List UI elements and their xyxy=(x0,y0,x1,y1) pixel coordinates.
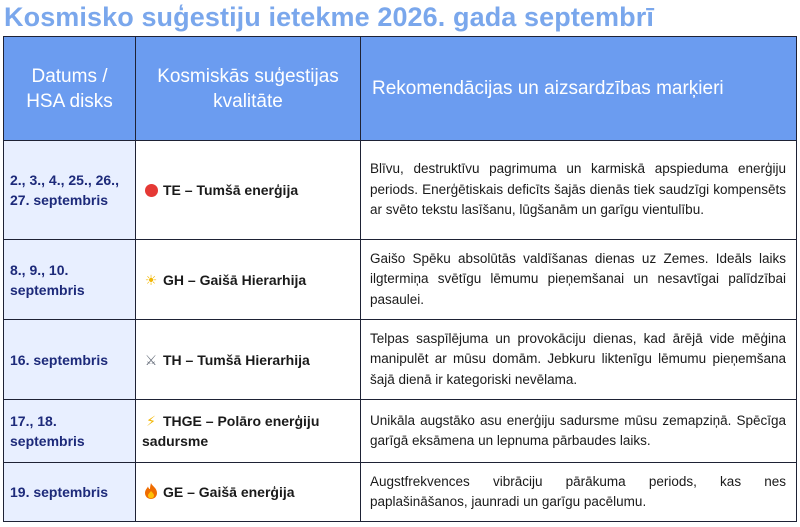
table-row xyxy=(4,141,797,240)
header-recommendations: Rekomendācijas un aizsardzības marķieri xyxy=(361,37,797,141)
quality-label: TH – Tumšā Hierarhija xyxy=(163,351,310,368)
recommendation-cell: Unikāla augstāko asu enerģiju sadursme mūsu zemapziņā. Spēcīga garīgā eksāmena un lepnuma pārbaudes laiks. xyxy=(361,400,797,463)
quality-cell xyxy=(136,141,361,240)
recommendation-cell: Augstfrekvences vibrāciju pārākuma periods, kas nes paplašināšanos, jaunradi un garīgu pacēlumu. xyxy=(361,463,797,522)
header-date: Datums / HSA disks xyxy=(4,37,136,141)
table-row xyxy=(4,400,797,463)
table-row xyxy=(4,463,797,522)
page-title: Kosmisko suģestiju ietekme 2026. gada septembrī xyxy=(4,2,654,32)
fire-icon xyxy=(142,482,160,502)
sun-icon: ☀ xyxy=(144,271,158,288)
table-row xyxy=(4,240,797,320)
recommendation-cell: Gaišo Spēku absolūtās valdīšanas dienas uz Zemes. Ideāls laiks ilgtermiņa svētīgu lēmumu pieņemšanai un nesavtīgai palīdzībai pasaulei. xyxy=(361,240,797,320)
quality-cell xyxy=(136,320,361,400)
date-cell: 19. septembris xyxy=(4,463,136,522)
quality-cell xyxy=(136,240,361,320)
recommendation-cell: Telpas saspīlējuma un provokāciju dienas, kad ārējā vide mēģina manipulēt ar mūsu domām. Jebkuru liktenīgu lēmumu pieņemšana šajā dienā ir kategoriski nevēlama. xyxy=(361,320,797,400)
quality-label: THGE – Polāro enerģiju sadursme xyxy=(142,413,320,449)
crossed-swords-icon: ⚔ xyxy=(144,351,158,368)
quality-label: GE – Gaišā enerģija xyxy=(163,484,295,500)
quality-cell xyxy=(136,400,361,463)
date-cell: 8., 9., 10. septembris xyxy=(4,240,136,320)
quality-label: GH – Gaišā Hierarhija xyxy=(163,271,307,288)
quality-label: TE – Tumšā enerģija xyxy=(163,182,299,198)
red-circle-icon xyxy=(142,180,160,200)
table-header-row xyxy=(4,37,797,141)
date-cell: 16. septembris xyxy=(4,320,136,400)
recommendation-cell: Blīvu, destruktīvu pagrimuma un karmiskā apspieduma enerģiju periods. Enerģētiskais deficīts šajās dienās tiek saudzīgi kompensēts ar svēto tekstu lasīšanu, lūgšanām un garīgu vientulību. xyxy=(361,141,797,240)
table-row xyxy=(4,320,797,400)
date-cell: 2., 3., 4., 25., 26., 27. septembris xyxy=(4,141,136,240)
header-quality: Kosmiskās suģestijas kvalitāte xyxy=(136,37,361,141)
date-cell: 17., 18. septembris xyxy=(4,400,136,463)
quality-cell xyxy=(136,463,361,522)
lightning-icon: ⚡ xyxy=(146,413,156,429)
suggestion-table xyxy=(3,36,797,522)
